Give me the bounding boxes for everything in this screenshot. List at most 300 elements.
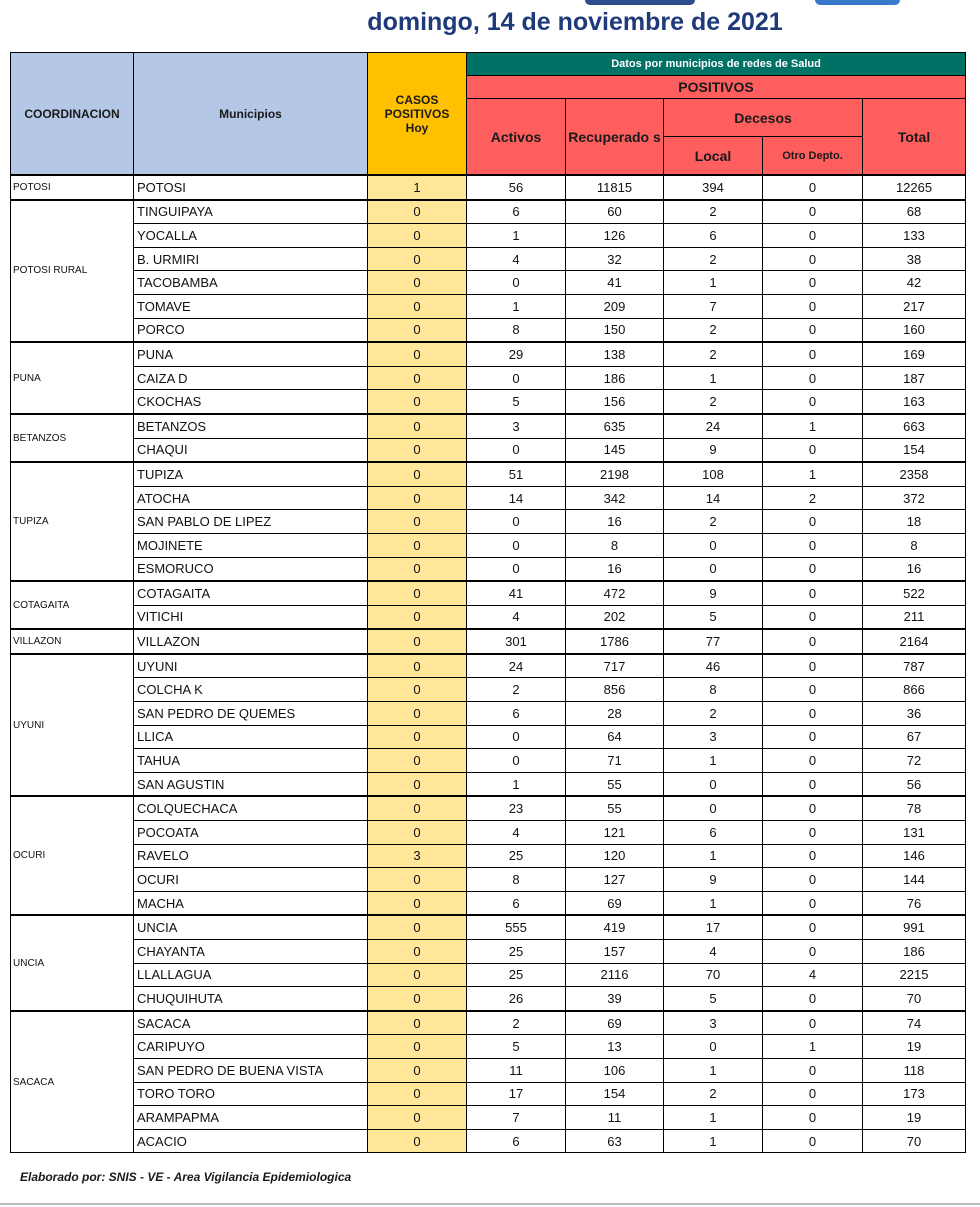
total-cell: 787 <box>863 654 966 678</box>
casos-hoy-cell: 0 <box>368 725 467 749</box>
activos-cell: 4 <box>467 821 566 845</box>
casos-hoy-cell: 0 <box>368 1106 467 1130</box>
municipio-cell: SAN AGUSTIN <box>134 772 368 796</box>
decesos-local-cell: 70 <box>664 963 763 987</box>
municipio-cell: TACOBAMBA <box>134 271 368 295</box>
decesos-otro-depto-cell: 0 <box>763 940 863 964</box>
decesos-local-cell: 1 <box>664 749 763 773</box>
casos-hoy-cell: 1 <box>368 175 467 200</box>
decesos-otro-depto-cell: 4 <box>763 963 863 987</box>
decesos-otro-depto-cell: 0 <box>763 605 863 629</box>
casos-hoy-cell: 0 <box>368 390 467 414</box>
casos-hoy-cell: 0 <box>368 533 467 557</box>
recuperados-cell: 856 <box>566 678 664 702</box>
logo-fragment-icon <box>815 0 900 5</box>
decesos-otro-depto-cell: 0 <box>763 891 863 915</box>
header-local: Local <box>664 137 763 176</box>
casos-hoy-cell: 0 <box>368 963 467 987</box>
casos-hoy-cell: 0 <box>368 318 467 342</box>
total-cell: 131 <box>863 821 966 845</box>
casos-hoy-cell: 0 <box>368 605 467 629</box>
activos-cell: 3 <box>467 414 566 438</box>
municipio-cell: UYUNI <box>134 654 368 678</box>
total-cell: 8 <box>863 533 966 557</box>
recuperados-cell: 28 <box>566 702 664 726</box>
cases-table <box>10 52 966 1153</box>
decesos-local-cell: 1 <box>664 1106 763 1130</box>
activos-cell: 0 <box>467 438 566 462</box>
total-cell: 211 <box>863 605 966 629</box>
recuperados-cell: 11815 <box>566 175 664 200</box>
decesos-local-cell: 9 <box>664 438 763 462</box>
header-positivos: POSITIVOS <box>467 76 966 99</box>
decesos-local-cell: 9 <box>664 581 763 605</box>
activos-cell: 8 <box>467 868 566 892</box>
table-row <box>11 654 966 678</box>
activos-cell: 24 <box>467 654 566 678</box>
activos-cell: 11 <box>467 1058 566 1082</box>
total-cell: 169 <box>863 342 966 366</box>
decesos-otro-depto-cell: 0 <box>763 438 863 462</box>
casos-hoy-cell: 0 <box>368 462 467 486</box>
municipio-cell: COTAGAITA <box>134 581 368 605</box>
recuperados-cell: 154 <box>566 1082 664 1106</box>
total-cell: 991 <box>863 915 966 939</box>
activos-cell: 2 <box>467 678 566 702</box>
table-row <box>11 486 966 510</box>
casos-hoy-cell: 0 <box>368 915 467 939</box>
activos-cell: 1 <box>467 772 566 796</box>
total-cell: 12265 <box>863 175 966 200</box>
municipio-cell: LLICA <box>134 725 368 749</box>
decesos-local-cell: 3 <box>664 1011 763 1035</box>
total-cell: 372 <box>863 486 966 510</box>
casos-hoy-cell: 0 <box>368 581 467 605</box>
table-row <box>11 772 966 796</box>
header-recuperados: Recuperado s <box>566 99 664 176</box>
total-cell: 68 <box>863 200 966 224</box>
table-row <box>11 678 966 702</box>
municipio-cell: LLALLAGUA <box>134 963 368 987</box>
table-row <box>11 462 966 486</box>
recuperados-cell: 717 <box>566 654 664 678</box>
casos-hoy-cell: 0 <box>368 557 467 581</box>
table-row <box>11 200 966 224</box>
recuperados-cell: 157 <box>566 940 664 964</box>
decesos-otro-depto-cell: 1 <box>763 462 863 486</box>
top-strip <box>0 0 980 6</box>
decesos-local-cell: 2 <box>664 247 763 271</box>
decesos-local-cell: 46 <box>664 654 763 678</box>
decesos-local-cell: 2 <box>664 390 763 414</box>
municipio-cell: COLCHA K <box>134 678 368 702</box>
municipio-cell: BETANZOS <box>134 414 368 438</box>
decesos-local-cell: 3 <box>664 725 763 749</box>
decesos-otro-depto-cell: 0 <box>763 390 863 414</box>
table-row <box>11 414 966 438</box>
activos-cell: 56 <box>467 175 566 200</box>
coordinacion-cell: COTAGAITA <box>11 581 134 629</box>
municipio-cell: CAIZA D <box>134 366 368 390</box>
municipio-cell: YOCALLA <box>134 224 368 248</box>
table-row <box>11 1082 966 1106</box>
table-row <box>11 749 966 773</box>
decesos-local-cell: 7 <box>664 294 763 318</box>
activos-cell: 5 <box>467 1035 566 1059</box>
header-otro-depto: Otro Depto. <box>763 137 863 176</box>
decesos-otro-depto-cell: 0 <box>763 725 863 749</box>
total-cell: 2164 <box>863 629 966 654</box>
decesos-otro-depto-cell: 0 <box>763 510 863 534</box>
casos-hoy-cell: 0 <box>368 271 467 295</box>
decesos-otro-depto-cell: 0 <box>763 271 863 295</box>
casos-hoy-cell: 0 <box>368 629 467 654</box>
table-row <box>11 342 966 366</box>
municipio-cell: POCOATA <box>134 821 368 845</box>
decesos-otro-depto-cell: 0 <box>763 318 863 342</box>
total-cell: 160 <box>863 318 966 342</box>
decesos-local-cell: 0 <box>664 1035 763 1059</box>
total-cell: 133 <box>863 224 966 248</box>
municipio-cell: ESMORUCO <box>134 557 368 581</box>
table-row <box>11 1011 966 1035</box>
decesos-local-cell: 24 <box>664 414 763 438</box>
recuperados-cell: 138 <box>566 342 664 366</box>
table-row <box>11 1035 966 1059</box>
total-cell: 72 <box>863 749 966 773</box>
table-row <box>11 318 966 342</box>
municipio-cell: TORO TORO <box>134 1082 368 1106</box>
decesos-otro-depto-cell: 0 <box>763 557 863 581</box>
decesos-otro-depto-cell: 0 <box>763 224 863 248</box>
decesos-otro-depto-cell: 1 <box>763 1035 863 1059</box>
municipio-cell: ACACIO <box>134 1129 368 1153</box>
decesos-local-cell: 17 <box>664 915 763 939</box>
activos-cell: 0 <box>467 749 566 773</box>
activos-cell: 7 <box>467 1106 566 1130</box>
decesos-local-cell: 4 <box>664 940 763 964</box>
total-cell: 173 <box>863 1082 966 1106</box>
total-cell: 118 <box>863 1058 966 1082</box>
decesos-local-cell: 0 <box>664 533 763 557</box>
total-cell: 522 <box>863 581 966 605</box>
coordinacion-cell: SACACA <box>11 1011 134 1153</box>
total-cell: 38 <box>863 247 966 271</box>
municipio-cell: SAN PEDRO DE BUENA VISTA <box>134 1058 368 1082</box>
activos-cell: 23 <box>467 796 566 820</box>
coordinacion-cell: TUPIZA <box>11 462 134 581</box>
recuperados-cell: 39 <box>566 987 664 1011</box>
municipio-cell: VITICHI <box>134 605 368 629</box>
activos-cell: 8 <box>467 318 566 342</box>
table-row <box>11 844 966 868</box>
recuperados-cell: 69 <box>566 1011 664 1035</box>
table-row <box>11 1129 966 1153</box>
decesos-otro-depto-cell: 0 <box>763 987 863 1011</box>
municipio-cell: OCURI <box>134 868 368 892</box>
activos-cell: 25 <box>467 844 566 868</box>
decesos-local-cell: 2 <box>664 342 763 366</box>
activos-cell: 555 <box>467 915 566 939</box>
casos-hoy-cell: 0 <box>368 247 467 271</box>
total-cell: 67 <box>863 725 966 749</box>
casos-hoy-cell: 0 <box>368 510 467 534</box>
activos-cell: 0 <box>467 533 566 557</box>
recuperados-cell: 121 <box>566 821 664 845</box>
decesos-local-cell: 8 <box>664 678 763 702</box>
decesos-otro-depto-cell: 0 <box>763 1082 863 1106</box>
casos-hoy-cell: 0 <box>368 940 467 964</box>
recuperados-cell: 126 <box>566 224 664 248</box>
municipio-cell: SAN PABLO DE LIPEZ <box>134 510 368 534</box>
casos-hoy-cell: 0 <box>368 749 467 773</box>
total-cell: 19 <box>863 1106 966 1130</box>
decesos-local-cell: 2 <box>664 1082 763 1106</box>
decesos-otro-depto-cell: 2 <box>763 486 863 510</box>
table-row <box>11 702 966 726</box>
total-cell: 2358 <box>863 462 966 486</box>
table-row <box>11 796 966 820</box>
activos-cell: 301 <box>467 629 566 654</box>
table-row <box>11 271 966 295</box>
casos-hoy-cell: 0 <box>368 1011 467 1035</box>
decesos-otro-depto-cell: 0 <box>763 1058 863 1082</box>
casos-hoy-cell: 0 <box>368 678 467 702</box>
header-municipios: Municipios <box>134 53 368 176</box>
table-body <box>11 175 966 1153</box>
activos-cell: 1 <box>467 294 566 318</box>
activos-cell: 25 <box>467 963 566 987</box>
decesos-local-cell: 77 <box>664 629 763 654</box>
decesos-otro-depto-cell: 0 <box>763 844 863 868</box>
activos-cell: 51 <box>467 462 566 486</box>
recuperados-cell: 71 <box>566 749 664 773</box>
recuperados-cell: 13 <box>566 1035 664 1059</box>
casos-hoy-cell: 0 <box>368 200 467 224</box>
header-datos-municipios: Datos por municipios de redes de Salud <box>467 53 966 76</box>
casos-hoy-cell: 0 <box>368 654 467 678</box>
casos-hoy-cell: 0 <box>368 702 467 726</box>
decesos-otro-depto-cell: 0 <box>763 200 863 224</box>
casos-hoy-cell: 0 <box>368 342 467 366</box>
casos-hoy-cell: 0 <box>368 772 467 796</box>
total-cell: 2215 <box>863 963 966 987</box>
coordinacion-cell: PUNA <box>11 342 134 414</box>
table-row <box>11 366 966 390</box>
decesos-otro-depto-cell: 0 <box>763 294 863 318</box>
municipio-cell: UNCIA <box>134 915 368 939</box>
municipio-cell: CARIPUYO <box>134 1035 368 1059</box>
municipio-cell: TINGUIPAYA <box>134 200 368 224</box>
activos-cell: 25 <box>467 940 566 964</box>
municipio-cell: CKOCHAS <box>134 390 368 414</box>
casos-hoy-cell: 0 <box>368 868 467 892</box>
activos-cell: 41 <box>467 581 566 605</box>
recuperados-cell: 16 <box>566 510 664 534</box>
municipio-cell: MACHA <box>134 891 368 915</box>
header-casos-line2: POSITIVOS <box>384 106 450 121</box>
header-coordinacion: COORDINACION <box>11 53 134 176</box>
total-cell: 19 <box>863 1035 966 1059</box>
casos-hoy-cell: 0 <box>368 796 467 820</box>
activos-cell: 4 <box>467 605 566 629</box>
activos-cell: 5 <box>467 390 566 414</box>
total-cell: 18 <box>863 510 966 534</box>
activos-cell: 26 <box>467 987 566 1011</box>
total-cell: 56 <box>863 772 966 796</box>
page-title: domingo, 14 de noviembre de 2021 <box>367 8 783 36</box>
recuperados-cell: 202 <box>566 605 664 629</box>
recuperados-cell: 55 <box>566 772 664 796</box>
municipio-cell: MOJINETE <box>134 533 368 557</box>
header-total: Total <box>863 99 966 176</box>
header-decesos: Decesos <box>664 99 863 137</box>
total-cell: 187 <box>863 366 966 390</box>
municipio-cell: RAVELO <box>134 844 368 868</box>
municipio-cell: CHUQUIHUTA <box>134 987 368 1011</box>
table-row <box>11 533 966 557</box>
total-cell: 144 <box>863 868 966 892</box>
table-row <box>11 940 966 964</box>
decesos-local-cell: 5 <box>664 987 763 1011</box>
activos-cell: 6 <box>467 200 566 224</box>
table-row <box>11 868 966 892</box>
recuperados-cell: 186 <box>566 366 664 390</box>
recuperados-cell: 8 <box>566 533 664 557</box>
decesos-local-cell: 2 <box>664 200 763 224</box>
recuperados-cell: 55 <box>566 796 664 820</box>
table-row <box>11 821 966 845</box>
decesos-otro-depto-cell: 0 <box>763 1106 863 1130</box>
activos-cell: 29 <box>467 342 566 366</box>
decesos-otro-depto-cell: 0 <box>763 868 863 892</box>
logo-fragment-icon <box>585 0 695 5</box>
decesos-local-cell: 2 <box>664 702 763 726</box>
municipio-cell: PUNA <box>134 342 368 366</box>
casos-hoy-cell: 0 <box>368 438 467 462</box>
recuperados-cell: 127 <box>566 868 664 892</box>
municipio-cell: TOMAVE <box>134 294 368 318</box>
decesos-local-cell: 0 <box>664 772 763 796</box>
table-row <box>11 891 966 915</box>
total-cell: 16 <box>863 557 966 581</box>
decesos-local-cell: 6 <box>664 224 763 248</box>
recuperados-cell: 16 <box>566 557 664 581</box>
municipio-cell: CHAYANTA <box>134 940 368 964</box>
activos-cell: 0 <box>467 725 566 749</box>
bottom-divider <box>0 1203 980 1205</box>
casos-hoy-cell: 0 <box>368 294 467 318</box>
decesos-local-cell: 1 <box>664 891 763 915</box>
coordinacion-cell: VILLAZON <box>11 629 134 654</box>
municipio-cell: ATOCHA <box>134 486 368 510</box>
activos-cell: 14 <box>467 486 566 510</box>
recuperados-cell: 120 <box>566 844 664 868</box>
decesos-local-cell: 5 <box>664 605 763 629</box>
table-row <box>11 390 966 414</box>
total-cell: 163 <box>863 390 966 414</box>
activos-cell: 0 <box>467 271 566 295</box>
municipio-cell: TAHUA <box>134 749 368 773</box>
decesos-otro-depto-cell: 0 <box>763 1011 863 1035</box>
decesos-local-cell: 0 <box>664 557 763 581</box>
recuperados-cell: 150 <box>566 318 664 342</box>
activos-cell: 6 <box>467 702 566 726</box>
decesos-local-cell: 394 <box>664 175 763 200</box>
total-cell: 70 <box>863 1129 966 1153</box>
decesos-local-cell: 2 <box>664 510 763 534</box>
activos-cell: 0 <box>467 557 566 581</box>
total-cell: 154 <box>863 438 966 462</box>
decesos-otro-depto-cell: 0 <box>763 654 863 678</box>
recuperados-cell: 472 <box>566 581 664 605</box>
decesos-local-cell: 6 <box>664 821 763 845</box>
recuperados-cell: 2116 <box>566 963 664 987</box>
casos-hoy-cell: 0 <box>368 486 467 510</box>
decesos-local-cell: 14 <box>664 486 763 510</box>
casos-hoy-cell: 0 <box>368 366 467 390</box>
casos-hoy-cell: 0 <box>368 891 467 915</box>
municipio-cell: B. URMIRI <box>134 247 368 271</box>
recuperados-cell: 342 <box>566 486 664 510</box>
total-cell: 78 <box>863 796 966 820</box>
coordinacion-cell: OCURI <box>11 796 134 915</box>
table-row <box>11 175 966 200</box>
header-activos: Activos <box>467 99 566 176</box>
decesos-otro-depto-cell: 0 <box>763 772 863 796</box>
table-row <box>11 605 966 629</box>
table-header <box>11 53 966 176</box>
casos-hoy-cell: 0 <box>368 1082 467 1106</box>
decesos-local-cell: 9 <box>664 868 763 892</box>
activos-cell: 0 <box>467 510 566 534</box>
total-cell: 42 <box>863 271 966 295</box>
table-row <box>11 247 966 271</box>
casos-hoy-cell: 0 <box>368 987 467 1011</box>
table-row <box>11 438 966 462</box>
coordinacion-cell: POTOSI <box>11 175 134 200</box>
decesos-otro-depto-cell: 0 <box>763 915 863 939</box>
total-cell: 76 <box>863 891 966 915</box>
total-cell: 36 <box>863 702 966 726</box>
coordinacion-cell: POTOSI RURAL <box>11 200 134 343</box>
header-casos-positivos-hoy <box>368 53 467 176</box>
decesos-local-cell: 1 <box>664 1058 763 1082</box>
decesos-otro-depto-cell: 0 <box>763 366 863 390</box>
casos-hoy-cell: 0 <box>368 1035 467 1059</box>
municipio-cell: POTOSI <box>134 175 368 200</box>
table-row <box>11 581 966 605</box>
decesos-local-cell: 108 <box>664 462 763 486</box>
recuperados-cell: 2198 <box>566 462 664 486</box>
recuperados-cell: 11 <box>566 1106 664 1130</box>
decesos-otro-depto-cell: 0 <box>763 796 863 820</box>
decesos-otro-depto-cell: 0 <box>763 702 863 726</box>
casos-hoy-cell: 0 <box>368 1129 467 1153</box>
table-row <box>11 510 966 534</box>
decesos-otro-depto-cell: 0 <box>763 581 863 605</box>
casos-hoy-cell: 0 <box>368 414 467 438</box>
total-cell: 866 <box>863 678 966 702</box>
total-cell: 146 <box>863 844 966 868</box>
recuperados-cell: 209 <box>566 294 664 318</box>
casos-hoy-cell: 3 <box>368 844 467 868</box>
decesos-local-cell: 2 <box>664 318 763 342</box>
casos-hoy-cell: 0 <box>368 1058 467 1082</box>
recuperados-cell: 156 <box>566 390 664 414</box>
activos-cell: 1 <box>467 224 566 248</box>
municipio-cell: SAN PEDRO DE QUEMES <box>134 702 368 726</box>
